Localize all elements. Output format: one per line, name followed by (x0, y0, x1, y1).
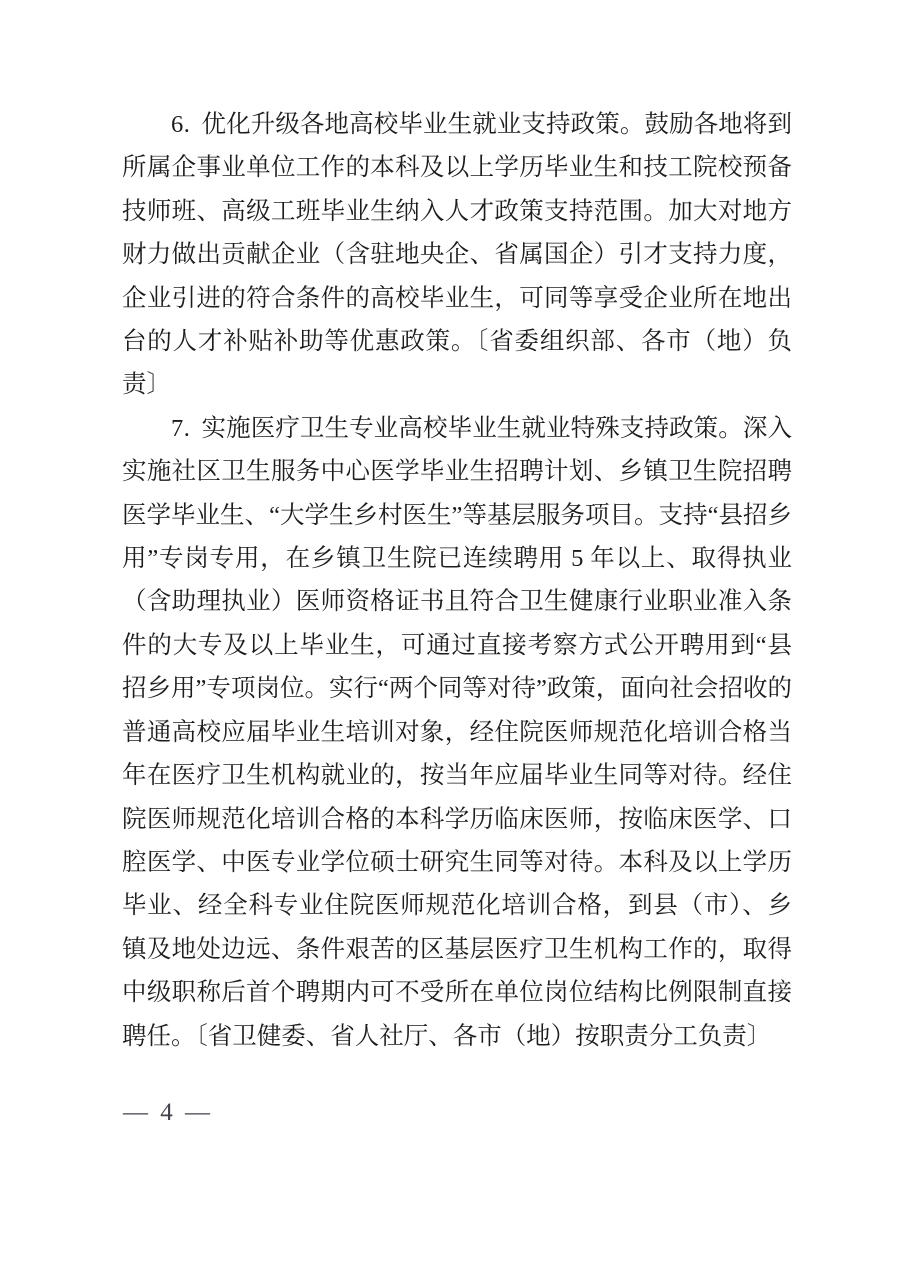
paragraph-number: 7. (171, 414, 191, 442)
paragraph-number: 6. (171, 111, 191, 138)
document-body (122, 103, 792, 1058)
paragraph-body-text: 深入实施社区卫生服务中心医学毕业生招聘计划、乡镇卫生院招聘医学毕业生、“大学生乡村医生”等基层服务项目。支持“县招乡用”专岗专用，在乡镇卫生院已连续聘用 5 年以上、取得执业（含助理执业）医师资格证书且符合卫生健康行业职业准入条件的大专及以上毕业生，可通过直接考察方式公开聘用到“县招乡用”专项岗位。实行“两个同等对待”政策，面向社会招收的普通高校应届毕业生培训对象，经住院医师规范化培训合格当年在医疗卫生机构就业的，按当年应届毕业生同等对待。经住院医师规范化培训合格的本科学历临床医师，按临床医学、口腔医学、中医专业学位硕士研究生同等对待。本科及以上学历毕业、经全科专业住院医师规范化培训合格，到县（市）、乡镇及地处边远、条件艰苦的区基层医疗卫生机构工作的，取得中级职称后首个聘期内可不受所在单位岗位结构比例限制直接聘任。〔省卫健委、省人社厅、各市（地）按职责分工负责〕 (122, 414, 792, 1050)
policy-paragraph-6 (122, 103, 792, 407)
paragraph-lead-sentence: 优化升级各地高校毕业生就业支持政策。 (201, 111, 645, 138)
page-number-footer: — 4 — (123, 1099, 213, 1126)
paragraph-lead-sentence: 实施医疗卫生专业高校毕业生就业特殊支持政策。 (201, 414, 743, 442)
paragraph-body-text: 鼓励各地将到所属企事业单位工作的本科及以上学历毕业生和技工院校预备技师班、高级工班毕业生纳入人才政策支持范围。加大对地方财力做出贡献企业（含驻地央企、省属国企）引才支持力度，企业引进的符合条件的高校毕业生，可同等享受企业所在地出台的人才补贴补助等优惠政策。〔省委组织部、各市（地）负责〕 (122, 111, 793, 399)
policy-paragraph-7 (122, 407, 792, 1058)
